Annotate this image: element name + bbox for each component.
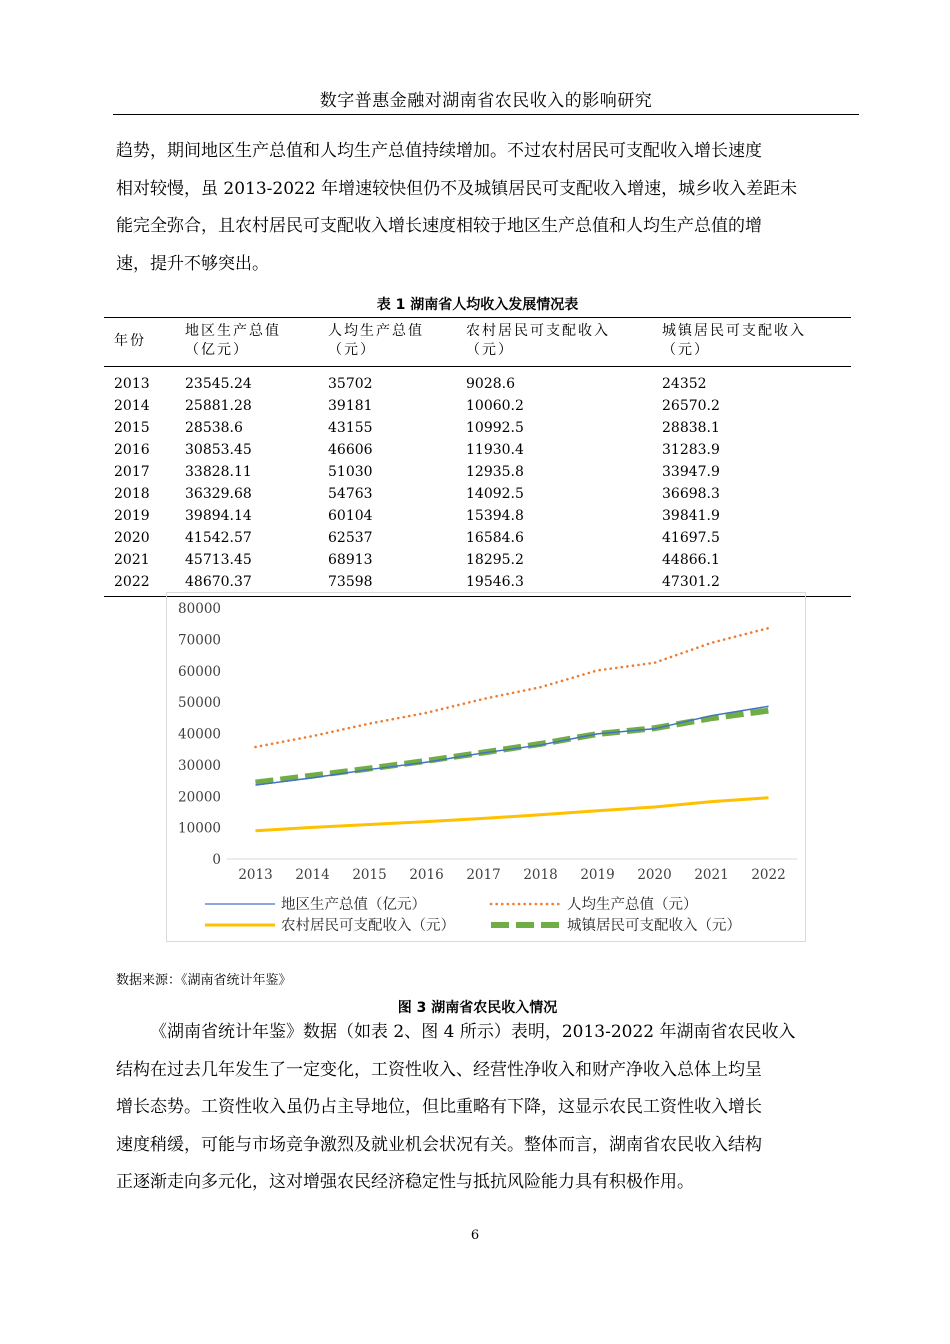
table-cell: 12935.8 xyxy=(466,464,524,480)
header-rule xyxy=(113,114,859,115)
paragraph-line: 增长态势。工资性收入虽仍占主导地位，但比重略有下降，这显示农民工资性收入增长 xyxy=(116,1097,762,1117)
running-header: 数字普惠金融对湖南省农民收入的影响研究 xyxy=(319,91,653,111)
header-urban-income: 城镇居民可支配收入 （元） xyxy=(662,323,806,358)
table-row xyxy=(104,417,851,439)
paragraph-line: 速度稍缓，可能与市场竞争激烈及就业机会状况有关。整体而言，湖南省农民收入结构 xyxy=(116,1134,762,1155)
table-cell: 2016 xyxy=(114,442,150,458)
table-cell: 31283.9 xyxy=(662,442,720,458)
header-year: 年份 xyxy=(114,332,146,349)
table-cell: 41542.57 xyxy=(185,530,252,546)
x-tick-label: 2022 xyxy=(751,867,786,883)
table-caption: 表 1 湖南省人均收入发展情况表 xyxy=(376,297,579,313)
table-cell: 16584.6 xyxy=(466,530,524,546)
table-cell: 2021 xyxy=(114,552,150,568)
legend-label: 人均生产总值（元） xyxy=(567,897,698,913)
table-cell: 2013 xyxy=(114,376,150,392)
table-cell: 2017 xyxy=(114,464,150,480)
table-cell: 2014 xyxy=(114,398,150,414)
table-cell: 36698.3 xyxy=(662,486,720,502)
income-line-chart xyxy=(166,592,806,942)
table-row xyxy=(104,483,851,505)
table-cell: 15394.8 xyxy=(466,508,524,524)
table-cell: 26570.2 xyxy=(662,398,720,414)
paragraph-1 xyxy=(116,133,858,283)
legend-label: 农村居民可支配收入（元） xyxy=(281,918,455,934)
table-row xyxy=(104,527,851,549)
table-cell: 35702 xyxy=(328,376,373,392)
x-tick-label: 2013 xyxy=(238,867,273,883)
page-number: 6 xyxy=(470,1228,480,1243)
table-cell: 51030 xyxy=(328,464,373,480)
table-cell: 10992.5 xyxy=(466,420,524,436)
table-cell: 28838.1 xyxy=(662,420,720,436)
table-row xyxy=(104,461,851,483)
x-tick-label: 2021 xyxy=(694,867,729,883)
y-tick-label: 10000 xyxy=(178,820,221,837)
series-line-3 xyxy=(256,798,769,831)
paragraph-line: 趋势，期间地区生产总值和人均生产总值持续增加。不过农村居民可支配收入增长速度 xyxy=(116,141,762,161)
series-line-2 xyxy=(256,628,769,747)
table-cell: 39841.9 xyxy=(662,508,720,524)
table-cell: 39894.14 xyxy=(185,508,252,524)
table-row xyxy=(104,367,851,396)
table-cell: 48670.37 xyxy=(185,574,252,590)
table-row xyxy=(104,549,851,571)
table-cell: 41697.5 xyxy=(662,530,720,546)
table-cell: 9028.6 xyxy=(466,376,515,392)
table-cell: 2022 xyxy=(114,574,150,590)
table-cell: 14092.5 xyxy=(466,486,524,502)
data-source-note: 数据来源：《湖南省统计年鉴》 xyxy=(116,973,292,988)
series-line-4 xyxy=(256,711,769,783)
table-cell: 10060.2 xyxy=(466,398,524,414)
table-row xyxy=(104,395,851,417)
paragraph-line: 《湖南省统计年鉴》数据（如表 2、图 4 所示）表明，2013-2022 年湖南省农民收入 xyxy=(150,1022,796,1042)
table-cell: 73598 xyxy=(328,574,373,590)
table-cell: 54763 xyxy=(328,486,373,502)
header-gdp-per-capita: 人均生产总值 （元） xyxy=(328,323,424,358)
y-tick-label: 60000 xyxy=(178,663,221,680)
table-cell: 24352 xyxy=(662,376,707,392)
table-cell: 45713.45 xyxy=(185,552,252,568)
table-cell: 25881.28 xyxy=(185,398,252,414)
table-row xyxy=(104,505,851,527)
table-cell: 11930.4 xyxy=(466,442,524,458)
table-cell: 2015 xyxy=(114,420,150,436)
table-cell: 62537 xyxy=(328,530,373,546)
table-cell: 18295.2 xyxy=(466,552,524,568)
chart-svg xyxy=(167,593,805,941)
paragraph-line: 相对较慢，虽 2013-2022 年增速较快但仍不及城镇居民可支配收入增速，城乡收入差距未 xyxy=(116,178,798,199)
y-tick-label: 40000 xyxy=(178,726,221,743)
x-tick-label: 2014 xyxy=(295,867,330,883)
table-cell: 19546.3 xyxy=(466,574,524,590)
table-cell: 46606 xyxy=(328,442,373,458)
header-gdp: 地区生产总值 （亿元） xyxy=(185,323,281,358)
header-rural-income: 农村居民可支配收入 （元） xyxy=(466,323,610,358)
y-tick-label: 30000 xyxy=(178,757,221,774)
y-tick-label: 50000 xyxy=(178,695,221,712)
table-cell: 60104 xyxy=(328,508,373,524)
table-cell: 33828.11 xyxy=(185,464,252,480)
y-tick-label: 80000 xyxy=(178,601,221,617)
table-header-row xyxy=(104,318,851,367)
table-cell: 2020 xyxy=(114,530,150,546)
table-cell: 33947.9 xyxy=(662,464,720,480)
table-cell: 39181 xyxy=(328,398,373,414)
x-tick-label: 2015 xyxy=(352,867,387,883)
x-tick-label: 2019 xyxy=(580,867,615,883)
table-cell: 68913 xyxy=(328,552,373,568)
table-cell: 30853.45 xyxy=(185,442,252,458)
table-cell: 43155 xyxy=(328,420,373,436)
y-tick-label: 20000 xyxy=(178,789,221,806)
table-row xyxy=(104,439,851,461)
paragraph-2 xyxy=(116,1014,858,1202)
table-cell: 2018 xyxy=(114,486,150,502)
x-tick-label: 2020 xyxy=(637,867,672,883)
table-cell: 28538.6 xyxy=(185,420,243,436)
paragraph-line: 正逐渐走向多元化，这对增强农民经济稳定性与抵抗风险能力具有积极作用。 xyxy=(116,1172,694,1192)
y-tick-label: 70000 xyxy=(178,632,221,649)
figure-caption: 图 3 湖南省农民收入情况 xyxy=(397,1000,558,1016)
table-cell: 36329.68 xyxy=(185,486,252,502)
x-tick-label: 2016 xyxy=(409,867,444,883)
paragraph-line: 结构在过去几年发生了一定变化，工资性收入、经营性净收入和财产净收入总体上均呈 xyxy=(116,1059,762,1080)
table-cell: 44866.1 xyxy=(662,552,720,568)
table-cell: 2019 xyxy=(114,508,150,524)
x-tick-label: 2017 xyxy=(466,867,501,883)
legend-label: 地区生产总值（亿元） xyxy=(281,897,426,913)
table-cell: 23545.24 xyxy=(185,376,252,392)
x-tick-label: 2018 xyxy=(523,867,558,883)
paragraph-line: 能完全弥合，且农村居民可支配收入增长速度相较于地区生产总值和人均生产总值的增 xyxy=(116,216,762,236)
legend-label: 城镇居民可支配收入（元） xyxy=(567,918,741,934)
income-table xyxy=(104,317,851,597)
y-tick-label: 0 xyxy=(212,852,221,868)
paragraph-line: 速，提升不够突出。 xyxy=(116,253,269,274)
table-cell: 47301.2 xyxy=(662,574,720,590)
